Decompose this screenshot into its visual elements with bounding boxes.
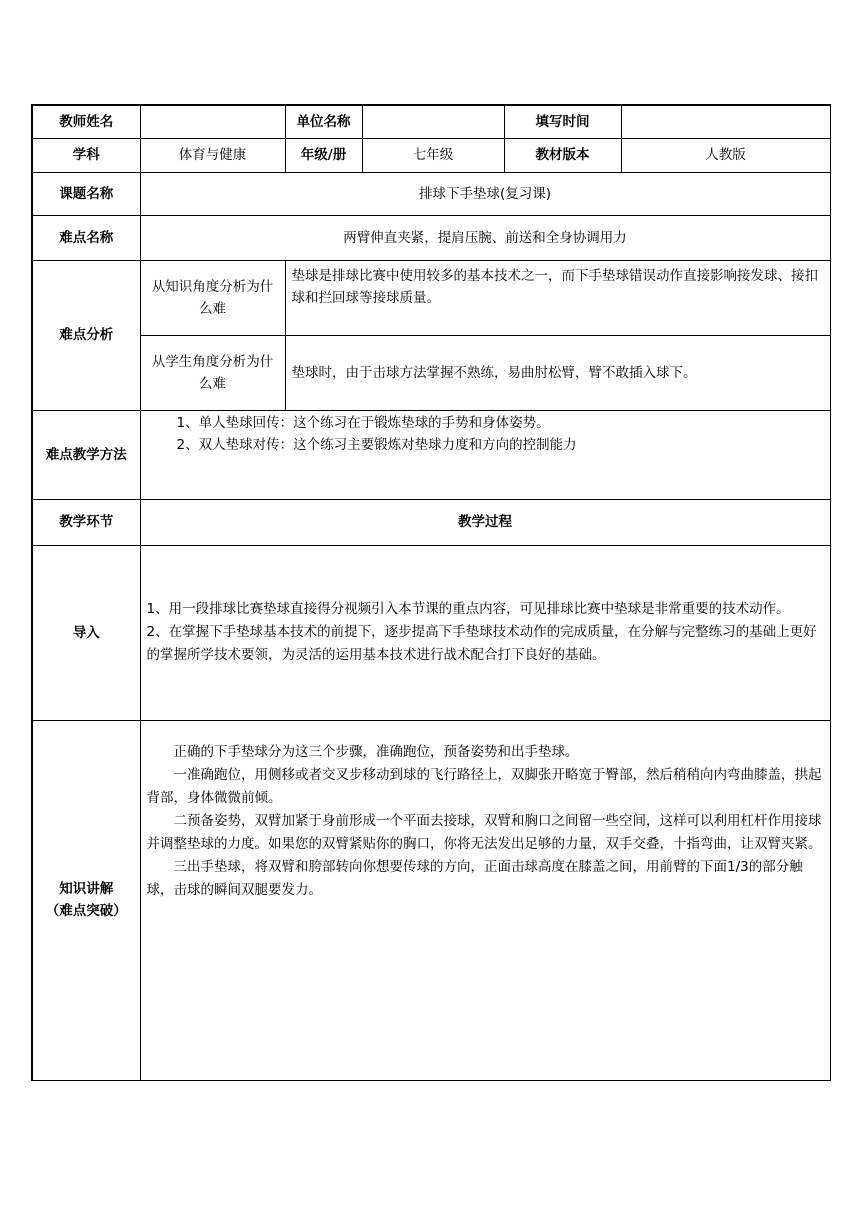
row-analysis-student — [32, 335, 830, 410]
subject-value: 体育与健康 — [140, 138, 285, 172]
knowledge-label — [32, 720, 140, 1080]
row-intro — [32, 545, 830, 720]
row-topic — [32, 172, 830, 215]
method-label: 难点教学方法 — [32, 410, 140, 499]
edition-label: 教材版本 — [504, 138, 621, 172]
row-teacher-info — [32, 105, 830, 138]
knowledge-label-line1: 知识讲解 — [59, 881, 114, 897]
fill-time-label: 填写时间 — [504, 105, 621, 138]
difficulty-label: 难点名称 — [32, 215, 140, 260]
knowledge-paragraph: 二预备姿势，双臂加紧于身前形成一个平面去接球，双臂和胸口之间留一些空间，这样可以利用杠杆作用接球并调整垫球的力度。如果您的双臂紧贴你的胸口，你将无法发出足够的力量，双手交叠，十指弯曲，让双臂夹紧。 — [146, 812, 822, 852]
intro-label: 导入 — [32, 545, 140, 720]
student-angle-label: 从学生角度分析为什么难 — [140, 335, 285, 410]
knowledge-angle-label: 从知识角度分析为什么难 — [140, 260, 285, 335]
topic-label: 课题名称 — [32, 172, 140, 215]
stage-header-label: 教学环节 — [32, 499, 140, 545]
row-analysis-knowledge — [32, 260, 830, 335]
method-item: 1、单人垫球回传：这个练习在于锻炼垫球的手势和身体姿势。 — [176, 414, 550, 431]
row-subject-info — [32, 138, 830, 172]
student-angle-text: 垫球时，由于击球方法掌握不熟练，易曲肘松臂，臂不敢插入球下。 — [285, 335, 830, 410]
difficulty-value: 两臂伸直夹紧，提肩压腕、前送和全身协调用力 — [140, 215, 830, 260]
intro-paragraph: 2、在掌握下手垫球基本技术的前提下，逐步提高下手垫球技术动作的完成质量，在分解与完整练习的基础上更好的掌握所学技术要领，为灵活的运用基本技术进行战术配合打下良好的基础。 — [146, 624, 817, 663]
subject-label: 学科 — [32, 138, 140, 172]
process-header-label: 教学过程 — [140, 499, 830, 545]
row-method — [32, 410, 830, 499]
fill-time-value[interactable] — [621, 105, 830, 138]
intro-paragraph: 1、用一段排球比赛垫球直接得分视频引入本节课的重点内容，可见排球比赛中垫球是非常重要的技术动作。 — [146, 601, 790, 617]
grade-label: 年级/册 — [285, 138, 362, 172]
grade-value: 七年级 — [362, 138, 504, 172]
knowledge-content — [140, 720, 830, 1080]
unit-name-label: 单位名称 — [285, 105, 362, 138]
row-difficulty — [32, 215, 830, 260]
method-item: 2、双人垫球对传：这个练习主要锻炼对垫球力度和方向的控制能力 — [176, 436, 577, 453]
intro-content — [140, 545, 830, 720]
knowledge-angle-text: 垫球是排球比赛中使用较多的基本技术之一，而下手垫球错误动作直接影响接发球、接扣球和拦回球等接球质量。 — [285, 260, 830, 335]
analysis-label: 难点分析 — [32, 260, 140, 410]
row-process-header — [32, 499, 830, 545]
teacher-name-label: 教师姓名 — [32, 105, 140, 138]
lesson-plan-table — [31, 104, 831, 1081]
unit-name-value[interactable] — [362, 105, 504, 138]
knowledge-paragraph: 三出手垫球，将双臂和胯部转向你想要传球的方向，正面击球高度在膝盖之间，用前臂的下面1/3的部分触球，击球的瞬间双腿要发力。 — [146, 858, 803, 898]
topic-value: 排球下手垫球(复习课) — [140, 172, 830, 215]
method-list — [140, 410, 830, 499]
teacher-name-value[interactable] — [140, 105, 285, 138]
knowledge-label-line2: （难点突破） — [45, 903, 127, 919]
row-knowledge — [32, 720, 830, 1080]
knowledge-paragraph: 正确的下手垫球分为这三个步骤，准确跑位，预备姿势和出手垫球。 — [173, 743, 579, 760]
edition-value: 人教版 — [621, 138, 830, 172]
knowledge-paragraph: 一准确跑位，用侧移或者交叉步移动到球的飞行路径上，双脚张开略宽于臀部，然后稍稍向内弯曲膝盖，拱起背部，身体微微前倾。 — [146, 766, 822, 806]
